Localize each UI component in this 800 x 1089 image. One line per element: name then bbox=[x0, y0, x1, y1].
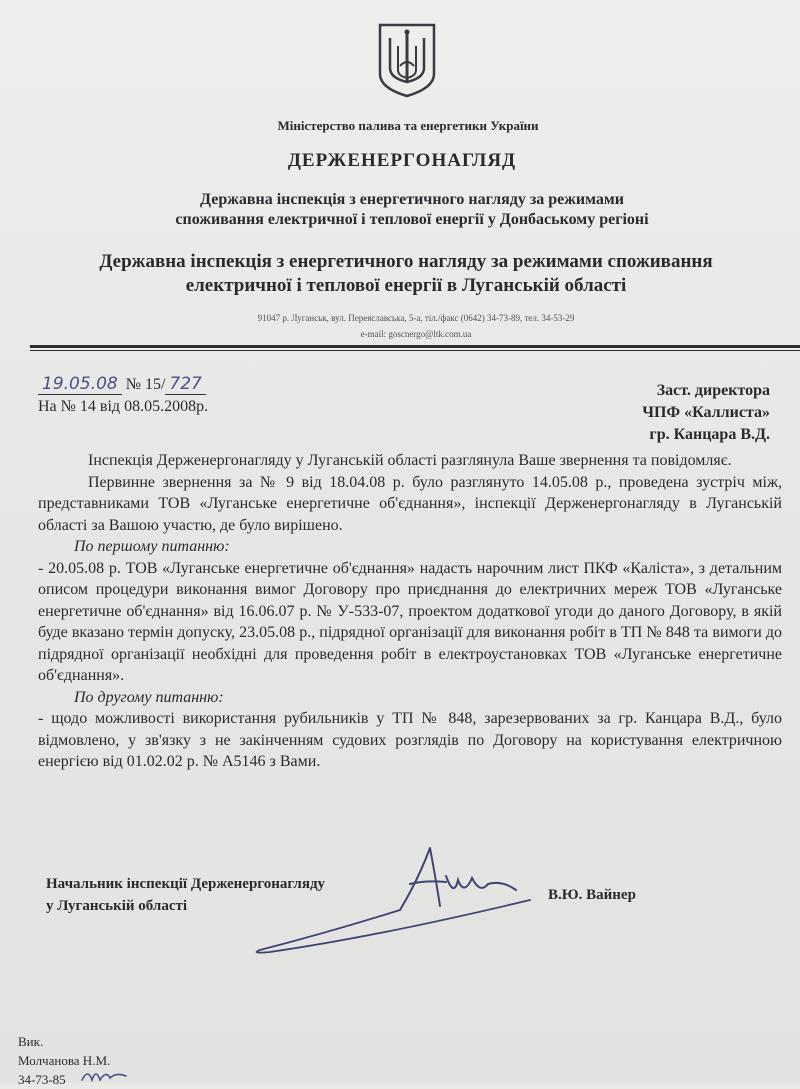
executor-name: Молчанова Н.М. bbox=[18, 1053, 111, 1068]
signatory-name: В.Ю. Вайнер bbox=[548, 887, 636, 903]
body-paragraph-second-answer: - щодо можливості використання рубильників у ТП № 848, зарезервованих за гр. Канцара В.Д., було відмовлено, у зв'язку з не закінченням судових розглядів по Договору на користування електричною енергією від 01.02.02 р. № А5146 з Вами. bbox=[38, 710, 782, 770]
regional-inspection-line1: Державна інспекція з енергетичного нагляду за режимами bbox=[200, 191, 624, 208]
ministry-name: Міністерство палива та енергетики України bbox=[277, 118, 539, 133]
executor-label: Вик. bbox=[18, 1034, 44, 1049]
regional-inspection bbox=[12, 190, 800, 230]
signatory-title-line1: Начальник інспекції Держенергонагляду bbox=[46, 876, 326, 892]
letter-date: 19.05.08 bbox=[38, 374, 122, 395]
addressee-position: Заст. директора bbox=[656, 382, 770, 399]
local-inspection bbox=[6, 250, 800, 298]
addressee-person: гр. Канцара В.Д. bbox=[649, 426, 770, 443]
body-paragraph-first-answer: - 20.05.08 р. ТОВ «Луганське енергетичне об'єднання» надасть нарочним лист ПКФ «Каліста», з детальним описом процедури виконання вимог Договору про приєднання до електричних мереж ТОВ «Луганське енергетичне об'єднання» від 16.06.07 р. № У-533-07, проектом додаткової угоди до даного Договору, в якій буде вказано термін допуску, 23.05.08 р., підрядної організації для виконання робіт в ТП № 848 та вимоги до підрядної організації необхідні для проведення робіт в електроустановках ТОВ «Луганське енергетичне об'єднання». bbox=[38, 559, 782, 684]
local-inspection-line2: електричної і теплової енергії в Луганській області bbox=[185, 275, 627, 296]
letter-body bbox=[38, 450, 782, 773]
letter-number: 727 bbox=[165, 374, 205, 395]
body-paragraph-meeting: Первинне звернення за № 9 від 18.04.08 р. було разглянуто 14.05.08 р., проведена зустріч між, представниками ТОВ «Луганське енергетичне об'єднання», інспекції Держенергонагляду в Луганській області за Вашою участю, де було вирішено. bbox=[38, 473, 782, 534]
body-paragraph-intro: Інспекція Держенергонагляду у Луганській області разглянула Ваше звернення та повідомляє. bbox=[88, 452, 732, 469]
contact-info bbox=[16, 310, 800, 342]
signatory-title-line2: у Луганській області bbox=[46, 898, 188, 914]
header-divider-thick bbox=[30, 345, 800, 348]
addressee-block bbox=[642, 380, 770, 446]
body-heading-first-question: По першому питанню: bbox=[74, 538, 230, 555]
postal-address: 91047 р. Луганськ, вул. Переяславська, 5-а, тіл./факс (0642) 34-73-89, тел. 34-53-29 bbox=[257, 313, 575, 323]
addressee-company: ЧПФ «Каллиста» bbox=[642, 404, 770, 421]
reply-reference: На № 14 від 08.05.2008р. bbox=[38, 398, 209, 415]
outgoing-number-line bbox=[38, 373, 208, 396]
coat-of-arms-icon bbox=[376, 22, 438, 98]
header-divider-thin bbox=[30, 350, 800, 351]
outgoing-reference bbox=[38, 373, 208, 418]
email-address: e-mail: goscnergo@ltk.com.ua bbox=[360, 329, 472, 339]
body-heading-second-question: По другому питанню: bbox=[74, 688, 224, 706]
letter-number-prefix: № 15/ bbox=[125, 376, 166, 393]
handwritten-signature-icon bbox=[240, 840, 540, 960]
executor-phone: 34-73-85 bbox=[18, 1072, 66, 1087]
agency-name: ДЕРЖЕНЕРГОНАГЛЯД bbox=[287, 150, 517, 171]
regional-inspection-line2: споживання електричної і теплової енергії у Донбаському регіоні bbox=[175, 211, 649, 228]
local-inspection-line1: Державна інспекція з енергетичного нагляду за режимами споживання bbox=[99, 251, 713, 272]
